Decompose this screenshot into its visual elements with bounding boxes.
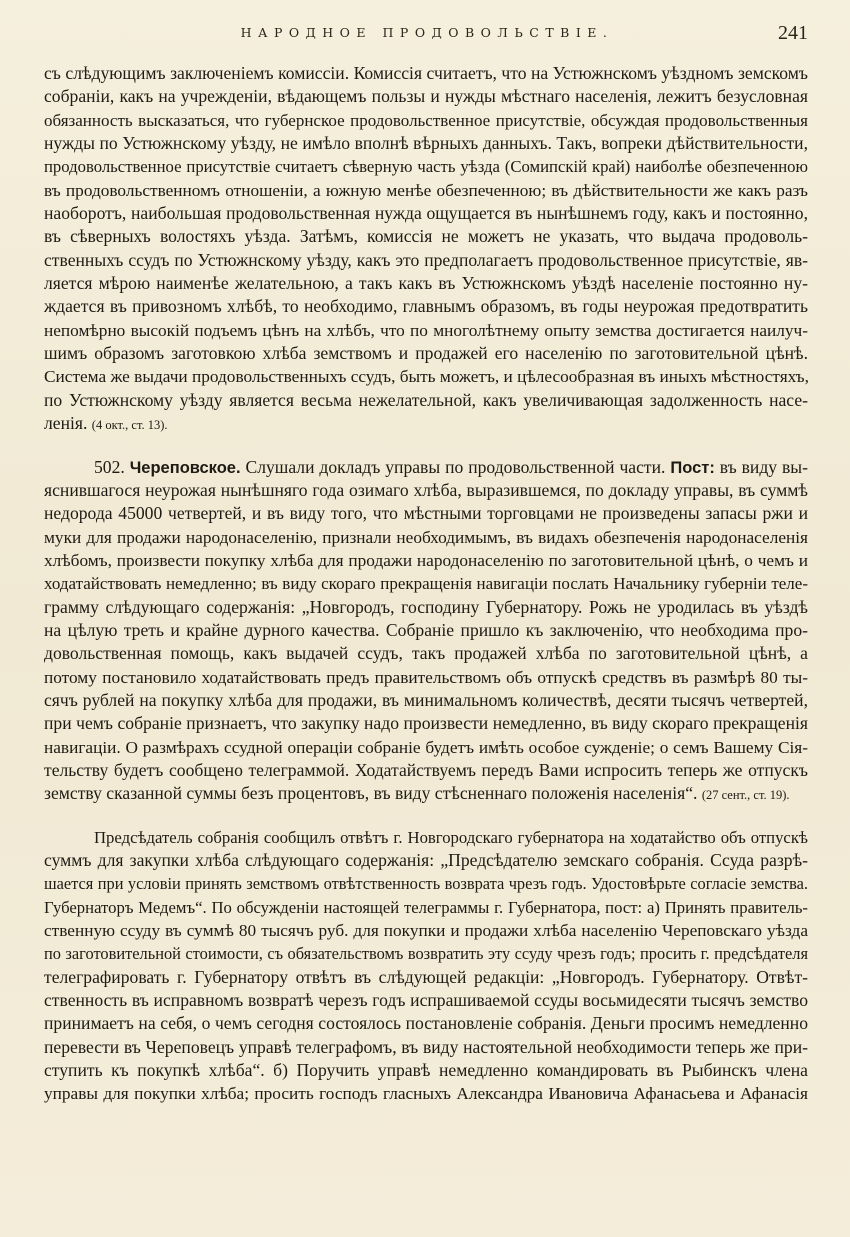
text-line: непомѣрно высокій подъемъ цѣнъ на хлѣбъ, что по многолѣтнему опыту земства достигается наилуч-	[44, 320, 808, 340]
text-line: хлѣбомъ, произвести покупку хлѣба для продажи народонаселенію по заготовительной цѣнѣ, о чемъ и	[44, 550, 808, 570]
text-line: на цѣлую треть и крайне дурного качества. Собраніе пришло къ заключенію, что необходима про-	[44, 619, 808, 640]
text-line: муки для продажи народонаселенію, признали необходимымъ, въ видахъ обезпеченія народонаселенія	[44, 527, 808, 547]
source-reference: (4 окт., ст. 13).	[91, 418, 168, 433]
text-line: потому постановило ходатайствовать предъ правительствомъ объ отпускѣ средствъ въ размѣрѣ 80 ты-	[44, 667, 808, 687]
paragraph-ustyuzhna-commission	[44, 62, 808, 436]
text-line: навигаціи. О размѣрахъ ссудной операціи собраніе будетъ имѣть особое сужденіе; о семъ Вашему Сія-	[44, 737, 808, 757]
text-line: собраніи, какъ на учрежденіи, вѣдающемъ пользы и нужды мѣстнаго населенія, лежитъ безусловная	[44, 86, 808, 107]
text-line: перевести въ Череповецъ управѣ телеграфомъ, въ виду настоятельной необходимости теперь же при-	[44, 1036, 808, 1057]
page-number: 241	[778, 22, 808, 44]
text-line: принимаетъ на себя, о чемъ сегодня состоялось постановленіе собранія. Деньги просимъ немедленно	[44, 1013, 808, 1034]
text-line: Система же выдачи продовольственныхъ ссудъ, быть можетъ, и цѣлесообразная въ иныхъ мѣстностяхъ,	[44, 367, 809, 387]
first-line-text: Слушали докладъ управы по продовольственной части.	[245, 456, 666, 477]
text-line: ственныхъ ссудъ по Устюжнскому уѣзду, какъ это предполагаетъ продовольственное присутствіе, яв-	[44, 249, 808, 270]
text-line: недорода 45000 четвертей, и въ виду того, что мѣстными торговцами не произведены запасы ржи и	[44, 503, 808, 524]
running-title: НАРОДНОЕ ПРОДОВОЛЬСТВІЕ.	[240, 25, 614, 40]
paragraph-governor-reply	[44, 826, 808, 1106]
text-line-last	[44, 782, 808, 805]
paragraph-lines	[44, 479, 808, 806]
first-line-tail: въ виду вы-	[719, 456, 808, 477]
district-heading: Череповское.	[129, 458, 241, 477]
text-line: суммъ для закупки хлѣба слѣдующаго содержанія: „Предсѣдателю земскаго собранія. Ссуда разрѣ-	[44, 850, 808, 870]
text-line-last	[44, 412, 808, 435]
running-header	[44, 22, 810, 46]
text-line: обязанность высказаться, что губернское продовольственное присутствіе, обсуждая продовольственныя	[44, 110, 808, 130]
text-line: ступить къ покупкѣ хлѣба“. б) Поручить управѣ немедленно командировать въ Рыбинскъ члена	[44, 1060, 808, 1081]
text-line: при чемъ собраніе признаетъ, что закупку надо произвести немедленно, въ виду скораго прекращенія	[44, 713, 808, 734]
paragraph-first-line	[44, 456, 808, 479]
text-line: тельству будетъ сообщено телеграммой. Ходатайствуемъ передъ Вами испросить теперь же отпускъ	[44, 759, 808, 780]
paragraph-gap	[44, 806, 808, 826]
text-line: шается при условіи принять земствомъ отвѣтственность возврата чрезъ годъ. Удостовѣрьте согласіе земства.	[44, 874, 808, 894]
paragraph-cherepovets-resolution	[44, 456, 808, 806]
document-body	[44, 62, 808, 1106]
text-line: Губернаторъ Медемъ“. По обсужденіи настоящей телеграммы г. Губернатора, пост: а) Принять правитель-	[44, 897, 808, 917]
text-line: управы для покупки хлѣба; просить господъ гласныхъ Александра Ивановича Афанасьева и Афанасія	[44, 1084, 808, 1104]
text-line: сячъ рублей на покупку хлѣба для продажи, въ минимальномъ количествѣ, десяти тысячъ четвертей,	[44, 689, 808, 710]
text-line: продовольственное присутствіе считаетъ сѣверную часть уѣзда (Сомипскій край) наиболѣе обезпеченною	[44, 157, 808, 177]
text-line: Предсѣдатель собранія сообщилъ отвѣтъ г. Новгородскаго губернатора на ходатайство объ отпускѣ	[94, 827, 808, 847]
text-line: ственность въ исправномъ возвратѣ черезъ годъ испрашиваемой ссуды восьмидесяти тысячъ земство	[44, 990, 808, 1011]
text-line: грамму слѣдующаго содержанія: „Новгородъ, господину Губернатору. Рожь не уродилась въ уѣздѣ	[44, 596, 808, 617]
text-line: шимъ образомъ заготовкою хлѣба земствомъ и продажей его населенію по заготовительной цѣнѣ.	[44, 343, 808, 364]
text-line: довольственная помощь, какъ выдачей ссудъ, такъ продажей хлѣба по заготовительной цѣнѣ, а	[44, 643, 808, 664]
text-line: ственную ссуду въ суммѣ 80 тысячъ руб. для покупки и продажи хлѣба населенію Череповскаго уѣзда	[44, 921, 808, 941]
text-line: нужды по Устюжнскому уѣзду, не имѣло вполнѣ вѣрныхъ данныхъ. Такъ, вопреки дѣйствительности,	[44, 133, 808, 154]
text-line: ляется мѣрою наименѣе желательною, а такъ какъ въ Устюжнскомъ уѣздѣ населеніе постоянно ну-	[44, 273, 808, 294]
text-line: яснившагося неурожая нынѣшняго года озимаго хлѣба, выразившемся, по докладу управы, въ суммѣ	[44, 479, 808, 500]
text-line: ждается въ привозномъ хлѣбѣ, то необходимо, главнымъ образомъ, въ годы неурожая предотвратить	[44, 296, 808, 317]
text-line: наоборотъ, наибольшая продовольственная нужда ощущается въ нынѣшнемъ году, какъ и постоянно,	[44, 203, 808, 224]
last-line-text: земству сказанной суммы безъ процентовъ, въ виду стѣсненнаго положенія населенія“.	[44, 783, 698, 804]
resolution-label: Пост:	[670, 458, 715, 477]
text-line: съ слѣдующимъ заключеніемъ комиссіи. Комиссія считаетъ, что на Устюжнскомъ уѣздномъ земскомъ	[44, 63, 808, 83]
source-reference: (27 сент., ст. 19).	[701, 788, 790, 803]
text-line: по заготовительной стоимости, съ обязательствомъ возвратить эту ссуду чрезъ годъ; просить г. предсѣдателя	[44, 944, 808, 964]
text-line: въ сѣверныхъ волостяхъ уѣзда. Затѣмъ, комиссія не можетъ не указать, что выдача продоволь-	[44, 226, 808, 247]
item-number: 502.	[94, 456, 125, 477]
text-line: въ продовольственномъ отношеніи, а южную менѣе обезпеченною; въ дѣйствительности же какъ разъ	[44, 180, 808, 200]
paragraph-gap	[44, 436, 808, 456]
text-line: по Устюжнскому уѣзду является весьма нежелательной, какъ увеличивающая задолженность насе-	[44, 389, 808, 410]
text-line: телеграфировать г. Губернатору отвѣтъ въ слѣдующей редакціи: „Новгородъ. Губернатору. Отвѣт-	[44, 966, 808, 987]
text-line: ходатайствовать немедленно; въ виду скораго прекращенія навигаціи послать Начальнику губерніи теле-	[44, 574, 808, 594]
last-line-text: ленія.	[44, 413, 88, 434]
